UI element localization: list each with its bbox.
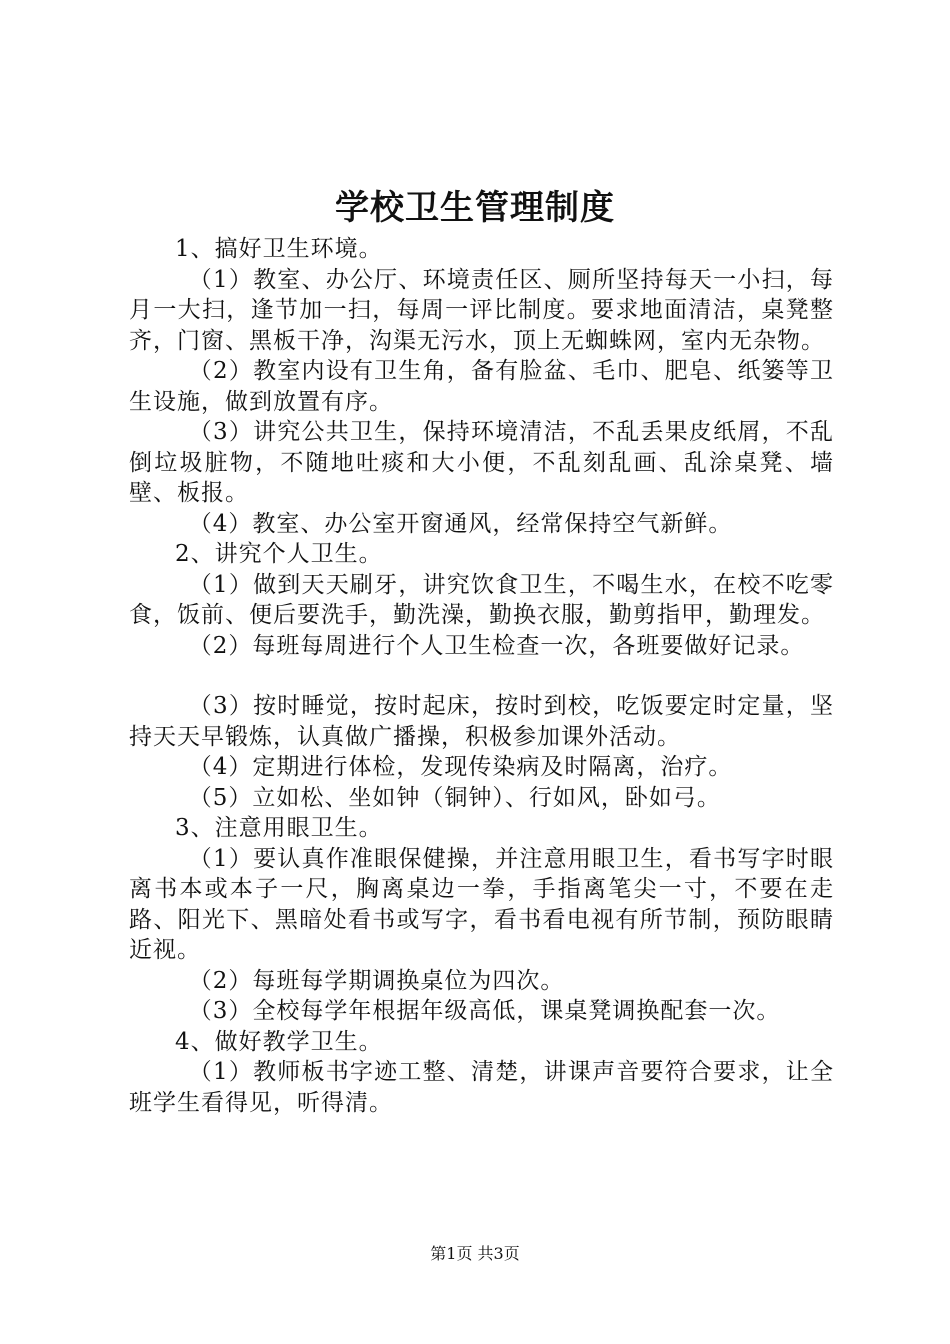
paragraph-1-4: （4）教室、办公室开窗通风，经常保持空气新鲜。 bbox=[188, 510, 733, 537]
paragraph-2-1: （1）做到天天刷牙，讲究饮食卫生，不喝生水，在校不吃零食，饭前、便后要洗手，勤洗澡，勤换衣服，勤剪指甲，勤理发。 bbox=[129, 571, 834, 628]
section-heading-2: 2、讲究个人卫生。 bbox=[175, 541, 383, 567]
paragraph-3-3: （3）全校每学年根据年级高低，课桌凳调换配套一次。 bbox=[188, 998, 781, 1024]
paragraph-3-1: （1）要认真作准眼保健操，并注意用眼卫生，看书写字时眼离书本或本子一尺，胸离桌边一拳，手指离笔尖一寸，不要在走路、阳光下、黑暗处看书或写字，看书看电视有所节制，预防眼睛近视。 bbox=[129, 845, 834, 963]
document-body bbox=[129, 234, 834, 1118]
document-title: 学校卫生管理制度 bbox=[335, 188, 615, 228]
paragraph-2-2: （2）每班每周进行个人卫生检查一次，各班要做好记录。 bbox=[188, 632, 805, 659]
paragraph-3-2: （2）每班每学期调换桌位为四次。 bbox=[188, 967, 565, 994]
paragraph-1-3: （3）讲究公共卫生，保持环境清洁，不乱丢果皮纸屑，不乱倒垃圾脏物，不随地吐痰和大小便，不乱刻乱画、乱涂桌凳、墙壁、板报。 bbox=[129, 419, 834, 506]
section-heading-1: 1、搞好卫生环境。 bbox=[175, 236, 383, 262]
paragraph-2-3: （3）按时睡觉，按时起床，按时到校，吃饭要定时定量，坚持天天早锻炼，认真做广播操，积极参加课外活动。 bbox=[129, 693, 834, 750]
section-heading-4: 4、做好教学卫生。 bbox=[175, 1028, 383, 1055]
paragraph-1-2: （2）教室内设有卫生角，备有脸盆、毛巾、肥皂、纸篓等卫生设施，做到放置有序。 bbox=[129, 358, 834, 415]
paragraph-1-1: （1）教室、办公厅、环境责任区、厕所坚持每天一小扫，每月一大扫，逢节加一扫，每周一评比制度。要求地面清洁，桌凳整齐，门窗、黑板干净，沟渠无污水，顶上无蜘蛛网，室内无杂物。 bbox=[129, 266, 834, 354]
page-footer: 第1页 共3页 bbox=[430, 1244, 520, 1263]
paragraph-2-4: （4）定期进行体检，发现传染病及时隔离，治疗。 bbox=[188, 754, 733, 780]
section-heading-3: 3、注意用眼卫生。 bbox=[175, 815, 383, 841]
paragraph-4-1: （1）教师板书字迹工整、清楚，讲课声音要符合要求，让全班学生看得见，听得清。 bbox=[129, 1059, 834, 1116]
paragraph-2-5: （5）立如松、坐如钟（铜钟）、行如风，卧如弓。 bbox=[188, 784, 721, 811]
